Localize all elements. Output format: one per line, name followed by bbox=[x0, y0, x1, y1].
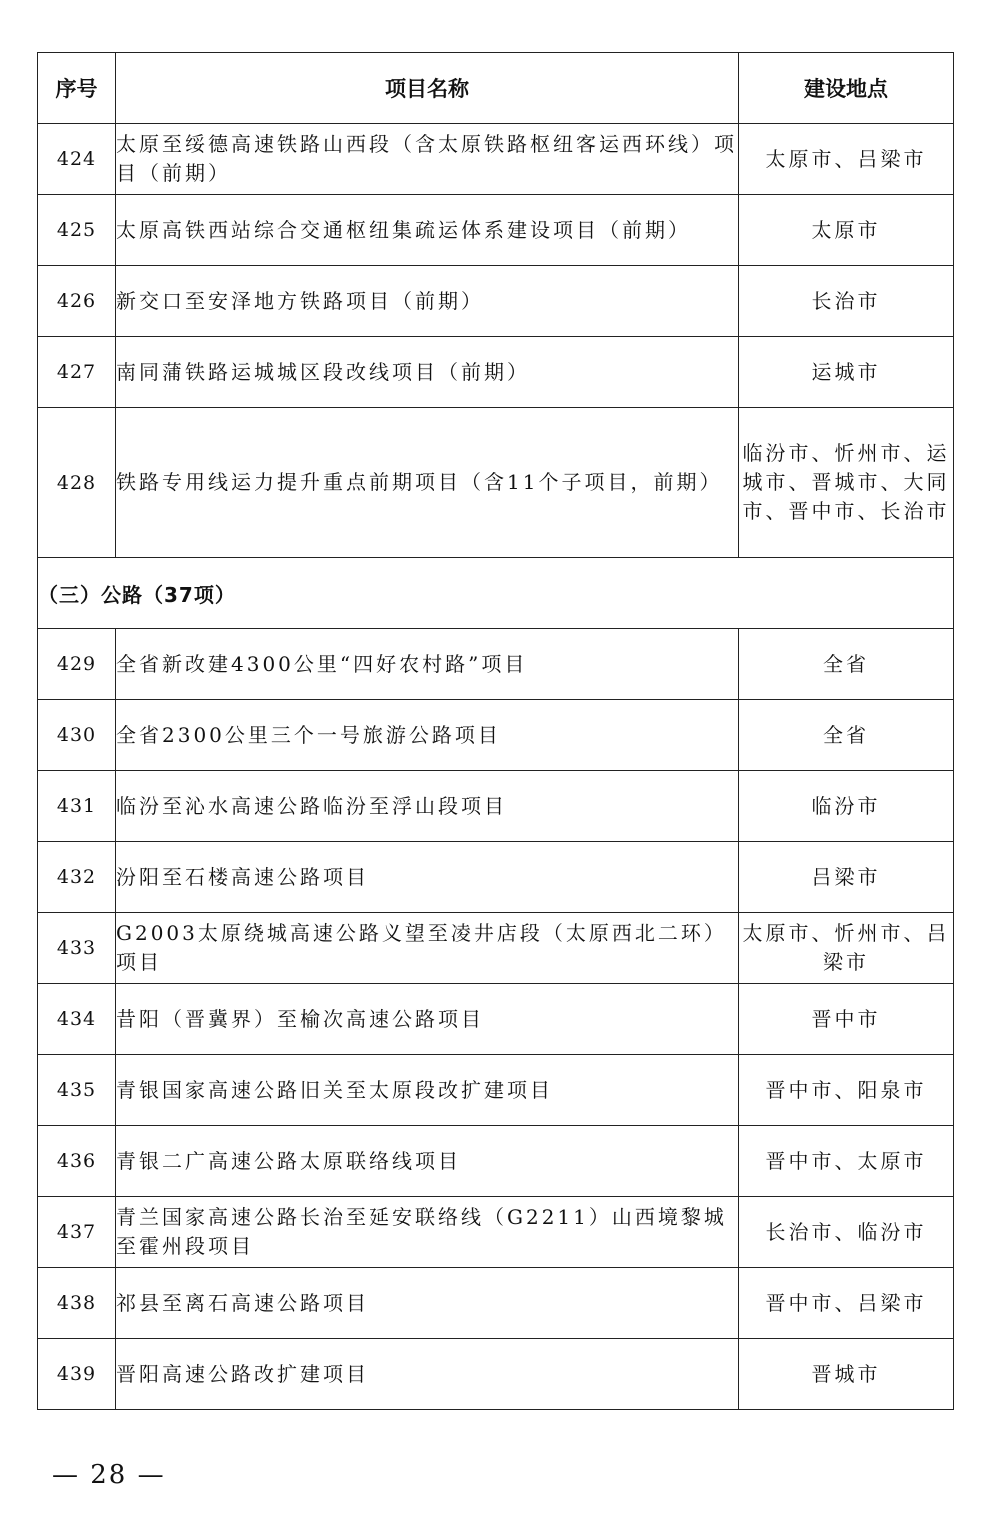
row-name: G2003太原绕城高速公路义望至凌井店段（太原西北二环）项目 bbox=[116, 913, 739, 984]
row-name: 太原至绥德高速铁路山西段（含太原铁路枢纽客运西环线）项目（前期） bbox=[116, 124, 739, 195]
row-name: 昔阳（晋冀界）至榆次高速公路项目 bbox=[116, 984, 739, 1055]
header-name: 项目名称 bbox=[116, 53, 739, 124]
row-name: 汾阳至石楼高速公路项目 bbox=[116, 842, 739, 913]
table-row bbox=[38, 408, 954, 558]
row-name: 青银国家高速公路旧关至太原段改扩建项目 bbox=[116, 1055, 739, 1126]
page-number: — 28 — bbox=[52, 1460, 166, 1490]
row-location: 长治市、临汾市 bbox=[739, 1197, 954, 1268]
row-location: 临汾市 bbox=[739, 771, 954, 842]
row-num: 428 bbox=[38, 408, 116, 558]
row-num: 427 bbox=[38, 337, 116, 408]
table-row bbox=[38, 1126, 954, 1197]
header-num: 序号 bbox=[38, 53, 116, 124]
section-heading: （三）公路（37项） bbox=[38, 558, 954, 629]
row-name: 新交口至安泽地方铁路项目（前期） bbox=[116, 266, 739, 337]
row-name: 祁县至离石高速公路项目 bbox=[116, 1268, 739, 1339]
row-location: 全省 bbox=[739, 700, 954, 771]
table-row bbox=[38, 913, 954, 984]
table-row bbox=[38, 700, 954, 771]
row-location: 全省 bbox=[739, 629, 954, 700]
table-row bbox=[38, 771, 954, 842]
row-location: 运城市 bbox=[739, 337, 954, 408]
row-num: 435 bbox=[38, 1055, 116, 1126]
row-num: 439 bbox=[38, 1339, 116, 1410]
table-row bbox=[38, 1339, 954, 1410]
row-location: 吕梁市 bbox=[739, 842, 954, 913]
row-location: 晋中市、阳泉市 bbox=[739, 1055, 954, 1126]
row-name: 铁路专用线运力提升重点前期项目（含11个子项目，前期） bbox=[116, 408, 739, 558]
table-row bbox=[38, 984, 954, 1055]
row-name: 青兰国家高速公路长治至延安联络线（G2211）山西境黎城至霍州段项目 bbox=[116, 1197, 739, 1268]
row-location: 晋中市 bbox=[739, 984, 954, 1055]
table-row bbox=[38, 195, 954, 266]
table-row bbox=[38, 842, 954, 913]
row-location: 太原市、忻州市、吕梁市 bbox=[739, 913, 954, 984]
project-table bbox=[37, 52, 954, 1410]
row-num: 425 bbox=[38, 195, 116, 266]
row-name: 青银二广高速公路太原联络线项目 bbox=[116, 1126, 739, 1197]
header-location: 建设地点 bbox=[739, 53, 954, 124]
row-location: 晋城市 bbox=[739, 1339, 954, 1410]
row-num: 432 bbox=[38, 842, 116, 913]
table-row bbox=[38, 124, 954, 195]
row-num: 431 bbox=[38, 771, 116, 842]
row-location: 临汾市、忻州市、运城市、晋城市、大同市、晋中市、长治市 bbox=[739, 408, 954, 558]
row-location: 晋中市、吕梁市 bbox=[739, 1268, 954, 1339]
table-header-row bbox=[38, 53, 954, 124]
row-num: 437 bbox=[38, 1197, 116, 1268]
row-name: 太原高铁西站综合交通枢纽集疏运体系建设项目（前期） bbox=[116, 195, 739, 266]
row-location: 太原市 bbox=[739, 195, 954, 266]
table-row bbox=[38, 266, 954, 337]
row-location: 长治市 bbox=[739, 266, 954, 337]
row-num: 438 bbox=[38, 1268, 116, 1339]
row-num: 436 bbox=[38, 1126, 116, 1197]
row-num: 426 bbox=[38, 266, 116, 337]
row-name: 临汾至沁水高速公路临汾至浮山段项目 bbox=[116, 771, 739, 842]
row-location: 晋中市、太原市 bbox=[739, 1126, 954, 1197]
row-num: 430 bbox=[38, 700, 116, 771]
row-name: 全省新改建4300公里“四好农村路”项目 bbox=[116, 629, 739, 700]
table-row bbox=[38, 337, 954, 408]
row-location: 太原市、吕梁市 bbox=[739, 124, 954, 195]
row-num: 429 bbox=[38, 629, 116, 700]
row-num: 424 bbox=[38, 124, 116, 195]
row-num: 434 bbox=[38, 984, 116, 1055]
row-num: 433 bbox=[38, 913, 116, 984]
section-row bbox=[38, 558, 954, 629]
row-name: 南同蒲铁路运城城区段改线项目（前期） bbox=[116, 337, 739, 408]
row-name: 全省2300公里三个一号旅游公路项目 bbox=[116, 700, 739, 771]
table-row bbox=[38, 1055, 954, 1126]
table-row bbox=[38, 629, 954, 700]
table-row bbox=[38, 1268, 954, 1339]
table-row bbox=[38, 1197, 954, 1268]
row-name: 晋阳高速公路改扩建项目 bbox=[116, 1339, 739, 1410]
